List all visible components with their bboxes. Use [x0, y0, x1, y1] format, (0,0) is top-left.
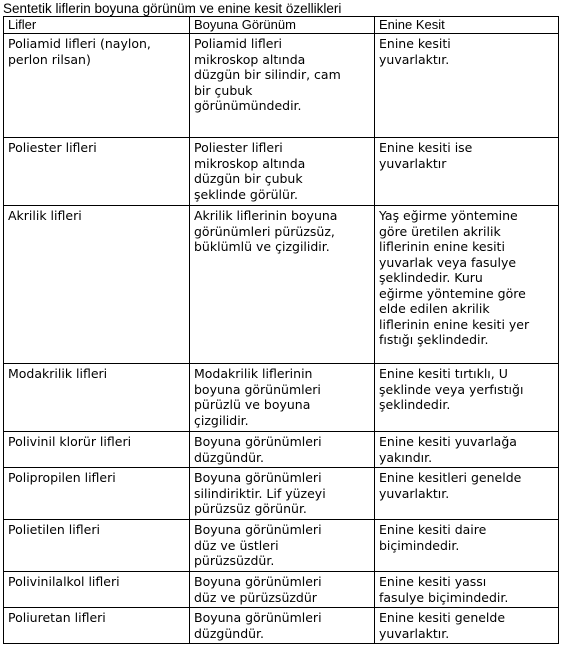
cross-section-cell: Enine kesiti yassı fasulye biçimindedir.	[375, 572, 559, 608]
longitudinal-cell: Poliamid lifleri mikroskop altında düzgün bir silindir, cam bir çubuk görünümündedir.	[190, 34, 375, 138]
synthetic-fibers-table	[3, 16, 559, 644]
cross-section-cell: Enine kesiti genelde yuvarlaktır.	[375, 608, 559, 644]
fiber-cell: Polivinil klorür lifleri	[4, 432, 190, 468]
fiber-cell: Poliuretan lifleri	[4, 608, 190, 644]
table-row	[4, 364, 559, 432]
header-row	[4, 17, 559, 34]
header-fibers: Lifler	[4, 17, 190, 34]
table-row	[4, 34, 559, 138]
fiber-cell: Polivinilalkol lifleri	[4, 572, 190, 608]
longitudinal-cell: Akrilik liflerinin boyuna görünümleri pürüzsüz, büklümlü ve çizgilidir.	[190, 206, 375, 364]
cross-section-cell: Enine kesiti daire biçimindedir.	[375, 520, 559, 572]
fiber-cell: Modakrilik lifleri	[4, 364, 190, 432]
cross-section-cell: Yaş eğirme yöntemine göre üretilen akrilik liflerinin enine kesiti yuvarlak veya fasulye şeklindedir. Kuru eğirme yöntemine göre elde edilen akrilik liflerinin enine kesiti yer fıstığı şeklindedir.	[375, 206, 559, 364]
table-caption: Sentetik liflerin boyuna görünüm ve enine kesit özellikleri	[3, 1, 342, 16]
cross-section-cell: Enine kesiti yuvarlaktır.	[375, 34, 559, 138]
cross-section-cell: Enine kesitleri genelde yuvarlaktır.	[375, 468, 559, 520]
table-row	[4, 572, 559, 608]
longitudinal-cell: Boyuna görünümleri düzgündür.	[190, 432, 375, 468]
cross-section-cell: Enine kesiti tırtıklı, U şeklinde veya yerfıstığı şeklindedir.	[375, 364, 559, 432]
longitudinal-cell: Modakrilik liflerinin boyuna görünümleri pürüzlü ve boyuna çizgilidir.	[190, 364, 375, 432]
table-row	[4, 138, 559, 206]
longitudinal-cell: Boyuna görünümleri düz ve üstleri pürüzsüzdür.	[190, 520, 375, 572]
table-row	[4, 608, 559, 644]
cross-section-cell: Enine kesiti ise yuvarlaktır	[375, 138, 559, 206]
cross-section-cell: Enine kesiti yuvarlağa yakındır.	[375, 432, 559, 468]
table-row	[4, 468, 559, 520]
longitudinal-cell: Poliester lifleri mikroskop altında düzgün bir çubuk şeklinde görülür.	[190, 138, 375, 206]
longitudinal-cell: Boyuna görünümleri düz ve pürüzsüzdür	[190, 572, 375, 608]
table-row	[4, 520, 559, 572]
table-row	[4, 432, 559, 468]
header-cross-section: Enine Kesit	[375, 17, 559, 34]
longitudinal-cell: Boyuna görünümleri düzgündür.	[190, 608, 375, 644]
longitudinal-cell: Boyuna görünümleri silindiriktir. Lif yüzeyi pürüzsüz görünür.	[190, 468, 375, 520]
table-row	[4, 206, 559, 364]
fiber-cell: Akrilik lifleri	[4, 206, 190, 364]
fiber-cell: Polipropilen lifleri	[4, 468, 190, 520]
fiber-cell: Polietilen lifleri	[4, 520, 190, 572]
header-longitudinal-view: Boyuna Görünüm	[190, 17, 375, 34]
fiber-cell: Poliester lifleri	[4, 138, 190, 206]
fiber-cell: Poliamid lifleri (naylon, perlon rilsan)	[4, 34, 190, 138]
